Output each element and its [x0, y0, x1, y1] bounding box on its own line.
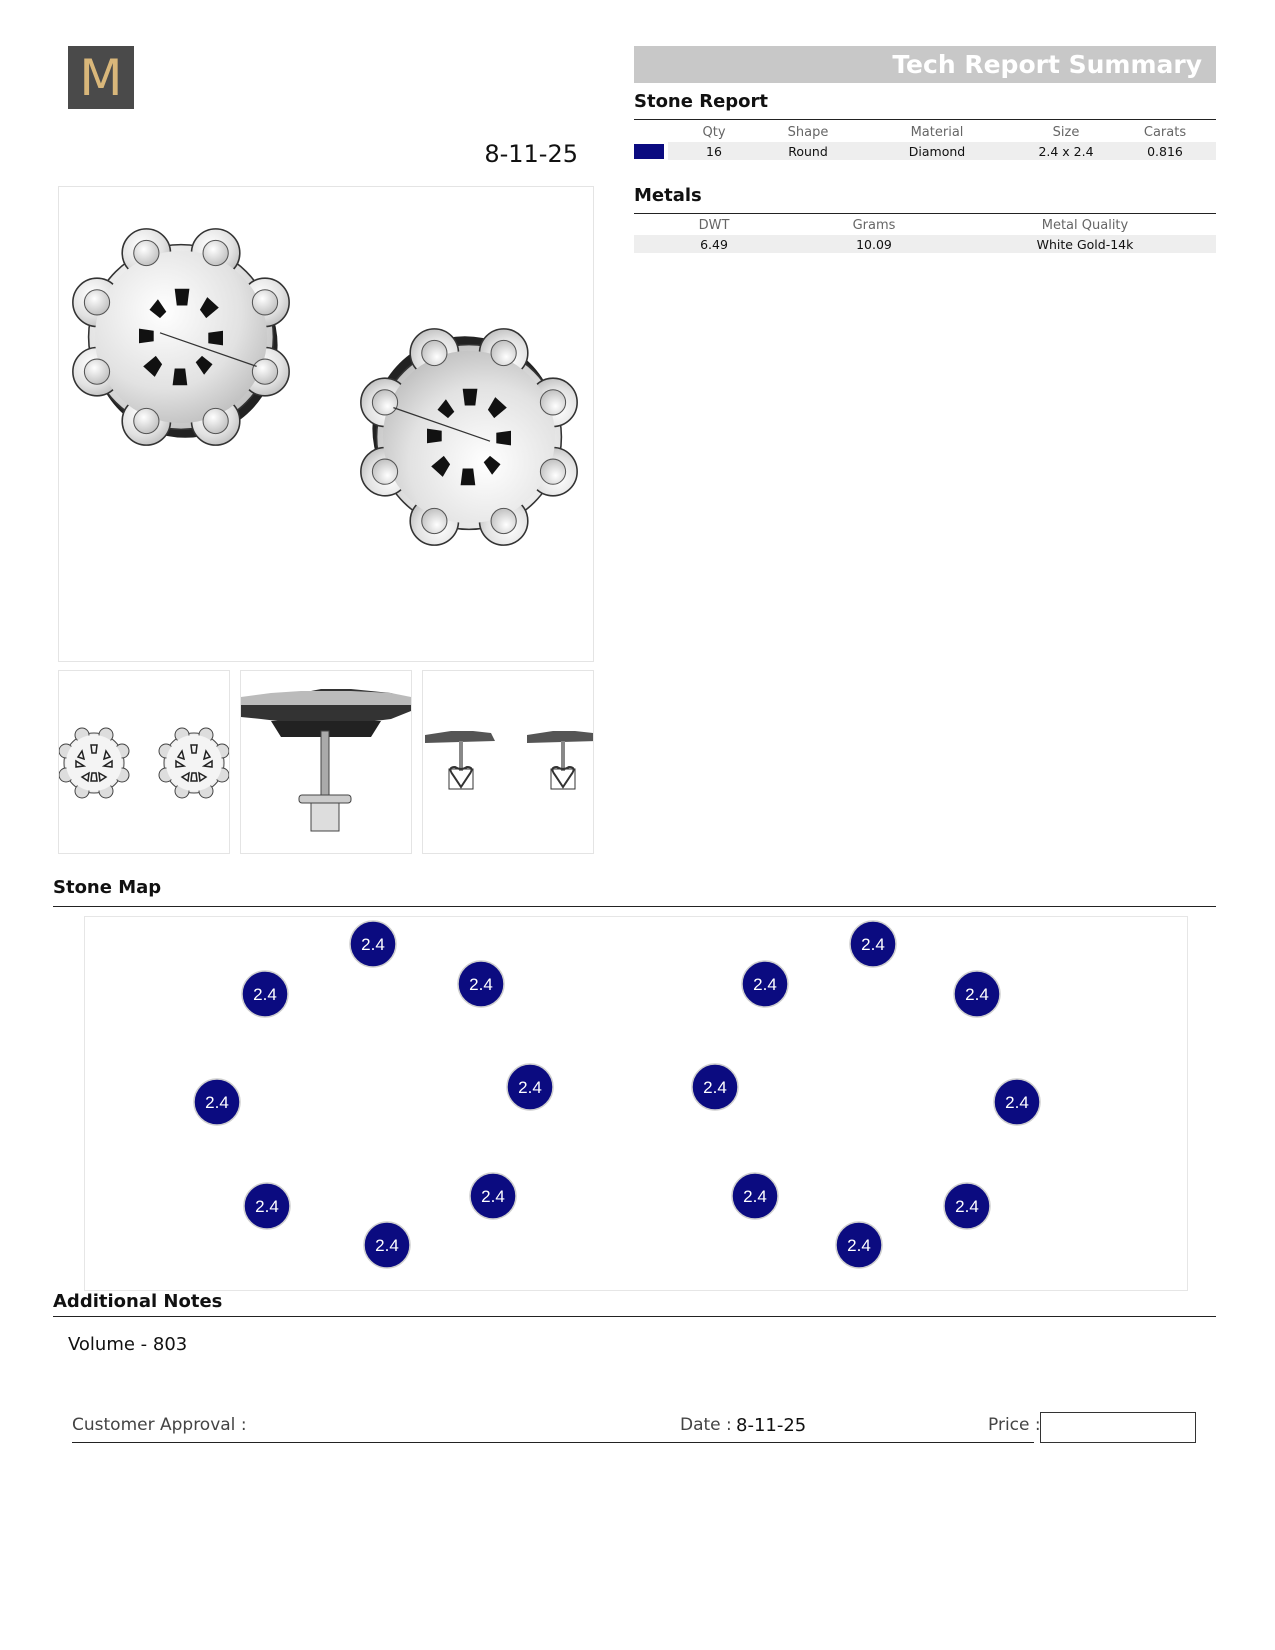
stone-marker: [350, 921, 396, 967]
stone-size-label: 2.4: [703, 1078, 727, 1097]
stone-marker: [954, 971, 1000, 1017]
additional-notes-rule: [53, 1316, 1216, 1317]
date-label: Date :: [680, 1415, 732, 1435]
stone-report-title: Stone Report: [634, 91, 769, 112]
metals-title: Metals: [634, 185, 702, 206]
stone-marker: [836, 1222, 882, 1268]
stone-size-label: 2.4: [965, 985, 989, 1004]
report-title: Tech Report Summary: [892, 50, 1202, 79]
stone-color-swatch: [634, 142, 668, 160]
column-header: Carats: [1143, 124, 1187, 140]
thumbnail-side-illustration: [241, 671, 411, 853]
stone-size-label: 2.4: [481, 1187, 505, 1206]
stone-report-table: [634, 122, 1216, 160]
metal-dwt: 6.49: [634, 235, 794, 253]
stone-size-label: 2.4: [361, 935, 385, 954]
stone-shape: Round: [760, 142, 856, 160]
column-header: Material: [910, 124, 964, 140]
column-header: Qty: [702, 124, 726, 140]
stone-marker: [194, 1079, 240, 1125]
logo-letter: M: [79, 48, 123, 107]
stone-map-svg: [85, 917, 1187, 1290]
stone-qty: 16: [668, 142, 760, 160]
main-product-render: [58, 186, 594, 662]
price-input-box[interactable]: [1040, 1412, 1196, 1443]
stone-marker: [850, 921, 896, 967]
thumbnail-profile-illustration: [423, 671, 593, 853]
stone-marker: [242, 971, 288, 1017]
stone-map-title: Stone Map: [53, 877, 162, 898]
stone-material: Diamond: [856, 142, 1018, 160]
stone-marker: [692, 1064, 738, 1110]
earrings-top-view-illustration: [59, 187, 593, 661]
stone-size-label: 2.4: [518, 1078, 542, 1097]
stone-size-label: 2.4: [847, 1236, 871, 1255]
title-bar: [634, 46, 1216, 83]
thumbnail-front-view[interactable]: [58, 670, 230, 854]
metal-grams: 10.09: [794, 235, 954, 253]
column-header: DWT: [698, 217, 730, 233]
metal-quality: White Gold-14k: [954, 235, 1216, 253]
column-header: Size: [1052, 124, 1080, 140]
notes-text: Volume - 803: [68, 1334, 188, 1355]
stone-size-label: 2.4: [861, 935, 885, 954]
stone-marker: [507, 1064, 553, 1110]
stone-marker: [470, 1173, 516, 1219]
thumbnail-profile-view[interactable]: [422, 670, 594, 854]
thumbnail-side-view[interactable]: [240, 670, 412, 854]
stone-size-label: 2.4: [253, 985, 277, 1004]
stone-size-label: 2.4: [469, 975, 493, 994]
price-label: Price :: [988, 1415, 1041, 1435]
stone-report-rule: [634, 119, 1216, 120]
column-header: Shape: [787, 124, 829, 140]
customer-approval-label: Customer Approval :: [72, 1415, 247, 1435]
stone-size-label: 2.4: [743, 1187, 767, 1206]
company-logo: [68, 46, 134, 109]
table-header-row: [634, 215, 1216, 235]
metals-rule: [634, 213, 1216, 214]
stone-marker: [994, 1079, 1040, 1125]
stone-size-label: 2.4: [205, 1093, 229, 1112]
stone-marker: [732, 1173, 778, 1219]
stone-size-label: 2.4: [1005, 1093, 1029, 1112]
header-date: 8-11-25: [484, 140, 578, 168]
stone-marker: [944, 1183, 990, 1229]
column-header: Grams: [852, 217, 896, 233]
thumbnail-front-illustration: [59, 671, 229, 853]
table-row: [634, 235, 1216, 253]
additional-notes-title: Additional Notes: [53, 1291, 223, 1312]
table-row: [634, 142, 1216, 160]
stone-marker: [742, 961, 788, 1007]
approval-date-value: 8-11-25: [736, 1415, 807, 1436]
column-header: Metal Quality: [1041, 217, 1129, 233]
stone-size-label: 2.4: [375, 1236, 399, 1255]
stone-size-label: 2.4: [255, 1197, 279, 1216]
stone-size: 2.4 x 2.4: [1018, 142, 1114, 160]
stone-size-label: 2.4: [955, 1197, 979, 1216]
table-header-row: [634, 122, 1216, 142]
stone-marker: [458, 961, 504, 1007]
stone-map-canvas: [84, 916, 1188, 1291]
stone-size-label: 2.4: [753, 975, 777, 994]
stone-carats: 0.816: [1114, 142, 1216, 160]
approval-signature-line: [72, 1442, 1034, 1443]
stone-map-rule: [53, 906, 1216, 907]
stone-marker: [244, 1183, 290, 1229]
swatch-column-header: [634, 122, 668, 142]
metals-table: [634, 215, 1216, 253]
stone-marker: [364, 1222, 410, 1268]
